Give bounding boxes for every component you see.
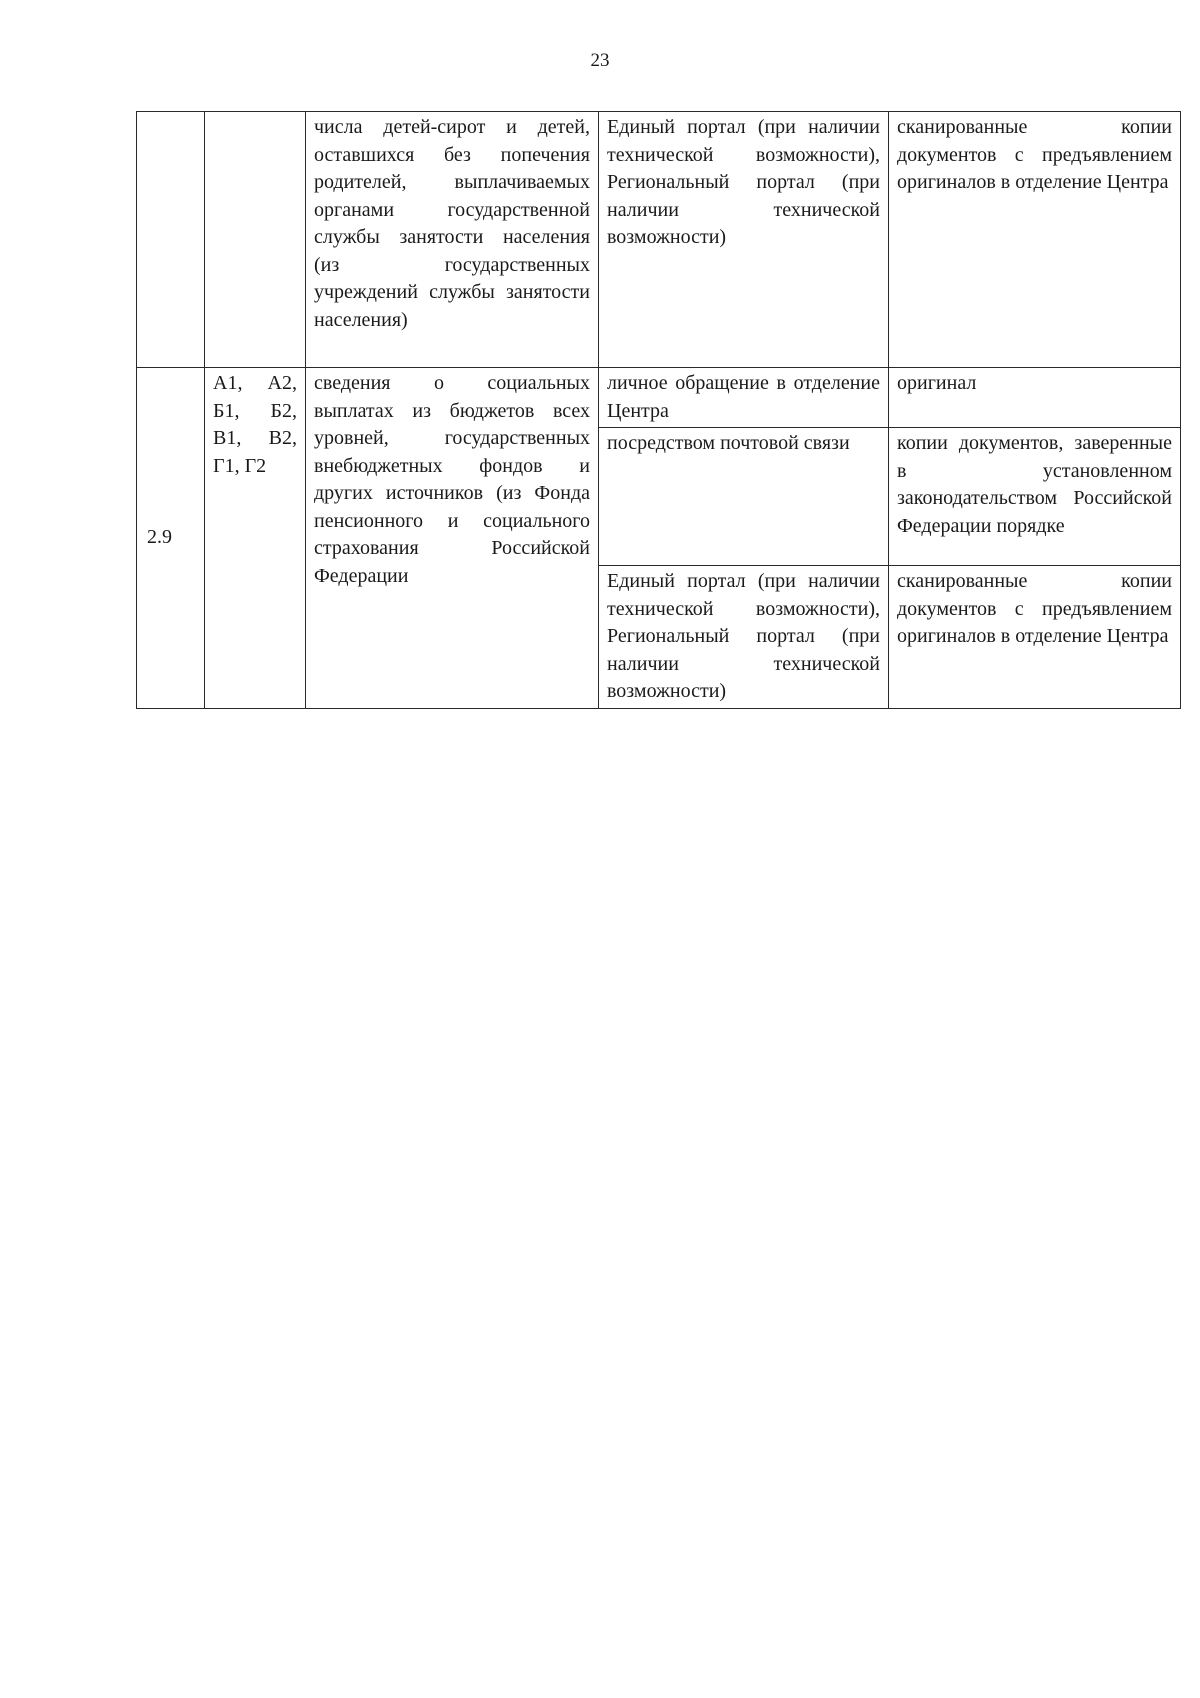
documents-table — [136, 111, 1181, 709]
submission-method-cell: личное обращение в отделение Центра — [599, 368, 889, 428]
submission-method-cell: Единый портал (при наличии технической возможности), Региональный портал (при наличии технической возможности) — [599, 566, 889, 709]
page-number: 23 — [590, 50, 610, 71]
table-row-2-9 — [137, 368, 1181, 428]
submission-method-cell: Единый портал (при наличии технической возможности), Региональный портал (при наличии технической возможности) — [599, 112, 889, 368]
submission-form-cell: копии документов, заверенные в установленном законодательством Российской Федерации порядке — [889, 428, 1181, 566]
row-number-cell — [137, 112, 205, 368]
table-row-continuation — [137, 112, 1181, 368]
applicant-codes-cell: А1, А2, Б1, Б2, В1, В2, Г1, Г2 — [205, 368, 306, 709]
applicant-codes-cell — [205, 112, 306, 368]
submission-form-cell: сканированные копии документов с предъявлением оригиналов в отделение Центра — [889, 112, 1181, 368]
submission-form-cell: сканированные копии документов с предъявлением оригиналов в отделение Центра — [889, 566, 1181, 709]
row-number-cell: 2.9 — [137, 368, 205, 709]
document-cell: числа детей-сирот и детей, оставшихся без попечения родителей, выплачиваемых органами государственной службы занятости населения (из государственных учреждений службы занятости населения) — [306, 112, 599, 368]
document-cell: сведения о социальных выплатах из бюджетов всех уровней, государственных внебюджетных фондов и других источников (из Фонда пенсионного и социального страхования Российской Федерации — [306, 368, 599, 709]
submission-method-cell: посредством почтовой связи — [599, 428, 889, 566]
submission-form-cell: оригинал — [889, 368, 1181, 428]
